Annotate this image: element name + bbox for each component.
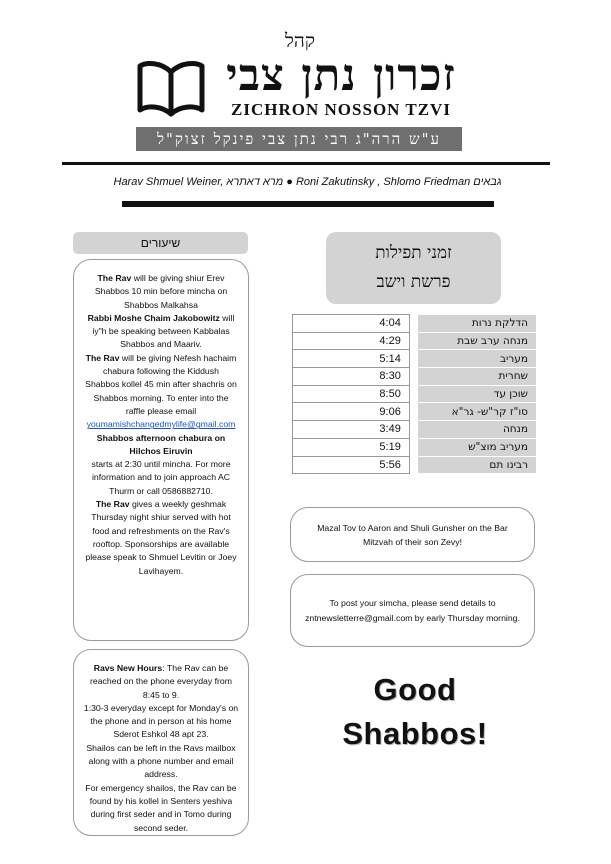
rav-hours-box [73,649,249,836]
zman-time: 5:56 [293,456,410,474]
zman-time: 9:06 [293,403,410,421]
zman-time: 8:50 [293,385,410,403]
officers-divider [122,201,494,207]
simcha-notice-text: To post your simcha, please send details to zntnewsletterre@gmail.com by early Thursday morning. [305,597,520,623]
rav-hours-emergency: For emergency shailos, the Rav can be found by his kollel in Senters yeshiva during first seder and in Tomo during second seder. [85,782,237,833]
shiur-erev-shabbos: The Rav will be giving shiur Erev Shabbos 10 min before mincha on Shabbos Malkahsa [94,273,228,310]
zman-time: 8:30 [293,368,410,386]
zmanim-row [293,421,537,439]
zmanim-row [293,403,537,421]
parsha-name: פרשת וישב [376,272,451,292]
zmanim-row [293,332,537,350]
zman-time: 5:14 [293,350,410,368]
greeting-line-1: Good [373,672,457,707]
zman-name: מנחה ערב שבת [418,332,536,350]
header-divider [62,162,550,165]
zmanim-row [293,438,537,456]
zman-time: 4:04 [293,315,410,333]
greeting-line-2: Shabbos! [342,716,488,751]
kollel-notice: Shabbos kollel 45 min after shachris on Shabbos morning. To enter into the raffle please email [85,379,237,416]
open-book-logo-icon [136,58,206,120]
shiurim-heading: שיעורים [73,232,248,254]
afternoon-chabura-text: starts at 2:30 until mincha. For more information and to join approach AC Thurm or call 0586882710. [91,459,231,496]
zman-name: מעריב [418,350,536,368]
mazal-tov-box [290,507,535,562]
zman-name: הדלקת נרות [418,315,536,333]
english-shul-name: ZICHRON NOSSON TZVI [231,100,451,119]
rav-hours-shailos: Shailos can be left in the Ravs mailbox along with a phone number and email address. [86,742,236,780]
zmanim-row [293,385,537,403]
good-shabbos-greeting [300,668,530,756]
dedication-banner: ע"ש הרה"ג רבי נתן צבי פינקל זצוק"ל [136,127,462,151]
afternoon-chabura-heading: Shabbos afternoon chabura on Hilchos Eiruvin [96,432,226,456]
zmanim-row [293,350,537,368]
zman-name: מעריב מוצ"ש [418,438,536,456]
shiurim-box [73,259,249,641]
zmanim-row [293,456,537,474]
rabbi-jakobowitz-notice: Rabbi Moshe Chaim Jakobowitz will iy"h be speaking between Kabbalas Shabbos and Maariv. [87,312,235,350]
zman-name: מנחה [418,421,536,439]
zman-name: שוכן עד [418,385,536,403]
simcha-notice-box [290,574,535,647]
zmanim-row [293,315,537,333]
zmanim-title: זמני תפילות [375,243,452,263]
zman-name: שחרית [418,368,536,386]
zman-name: סו"ז קר"ש- גר"א [418,403,536,421]
officers-line: Harav Shmuel Weiner, מרא דאתרא ● Roni Zakutinsky , Shlomo Friedman גבאים [113,176,502,188]
rav-hours-intro: Ravs New Hours: The Rav can be reached on the phone everyday from 8:45 to 9. [90,663,232,700]
zmanim-header [326,232,501,304]
nefesh-chabura: The Rav will be giving Nefesh hachaim chabura following the Kiddush [85,352,237,377]
zman-time: 4:29 [293,332,410,350]
hebrew-shul-name: זכרון נתן צבי [226,50,456,101]
zman-name: רבינו תם [418,456,536,474]
thursday-shiur: The Rav gives a weekly geshmak Thursday night shiur served with hot food and refreshments on the Rav's rooftop. Sponsorships are available please speak to Shmuel Levitin or Joey Lavihayem. [85,499,237,576]
kehilla-label: קהל [285,30,315,52]
zmanim-row [293,368,537,386]
zman-time: 3:49 [293,421,410,439]
zmanim-table [292,314,536,474]
mazal-tov-text: Mazal Tov to Aaron and Shuli Gunsher on the Bar Mitzvah of their son Zevy! [317,522,508,547]
zman-time: 5:19 [293,438,410,456]
rav-hours-afternoon: 1:30-3 everyday except for Monday's on the phone and in person at his home Sderot Eshkol 48 apt 23. [83,702,239,740]
raffle-email-link[interactable]: youmamishchangedmylife@gmail.com [86,419,236,430]
